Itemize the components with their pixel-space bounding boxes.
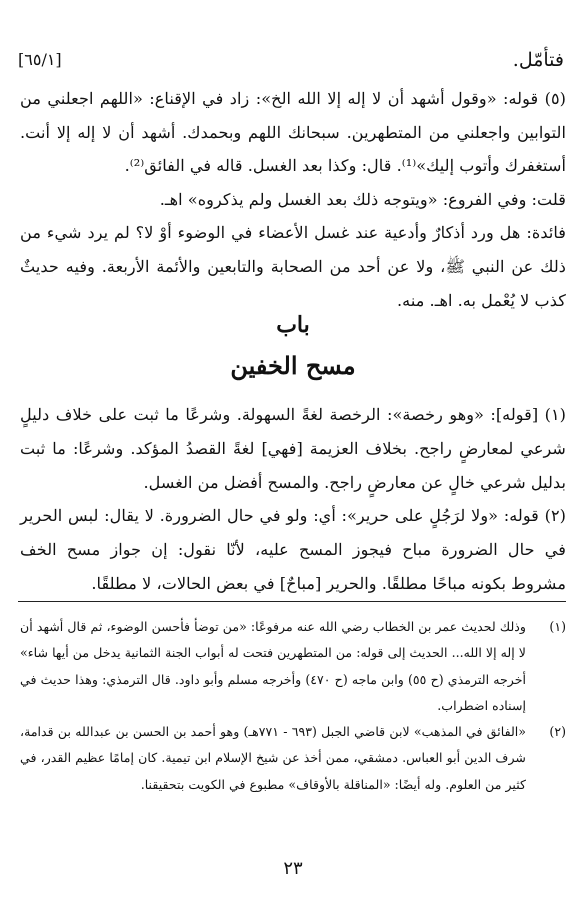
footnote-text: «الفائق في المذهب» لابن قاضي الجبل (٦٩٣ - ٧٧١هـ) وهو أحمد بن الحسن بن عبدالله بن قدامة، شرف الدين أبو العباس. دمشقي، ممن أخذ عن شيخ الإسلام ابن تيمية. كان إمامًا عظيم القدر، في كثير من العلوم. وله أيضًا: «المناقلة بالأوقاف» مطبوع في الكويت بتحقيقنا. (20, 724, 526, 792)
footnotes (20, 614, 566, 798)
footnote-text: وذلك لحديث عمر بن الخطاب رضي الله عنه مرفوعًا: «من توضأ فأحسن الوضوء، ثم قال أشهد أن لا إله إلا الله... الحديث إلى قوله: من المتطهرين فتحت له أبواب الجنة الثمانية يدخل من أيها شاء» أخرجه الترمذي (ح ٥٥) وابن ماجه (ح ٤٧٠) وأخرجه مسلم وأبو داود. قال الترمذي: وهذا حديث في إسناده اضطراب. (20, 619, 526, 713)
chapter-label: باب (276, 312, 310, 338)
footnote-number: (٢) (549, 724, 566, 740)
catchword: فتأمّل. (512, 49, 564, 71)
paragraph-faidah: فائدة: هل ورد أذكارٌ وأدعية عند غسل الأعضاء في الوضوء أوْ لا؟ لم يرد شيء من ذلك عن النبي ﷺ، ولا عن أحد من الصحابة والتابعين والأئمة الأربعة. وفيه حديثٌ كذب لا يُعْمل به. اهـ. منه. (20, 223, 566, 310)
footnote (20, 719, 566, 798)
footnote-divider (18, 601, 566, 602)
paragraph-harir: (٢) قوله: «ولا لرَجُلٍ على حرير»: أي: ولو في حال الضرورة. لا يقال: لبس الحرير في حال الضرورة مباح فيجوز المسح عليه، لأنّا نقول: إن جواز مسح الخف مشروط بكونه مباحًا مطلقًا. والحرير [مباحٌ] في بعض الحالات، لا مطلقًا. (20, 506, 566, 593)
paragraph-qawluh-5: (٥) قوله: «وقول أشهد أن لا إله إلا الله الخ»: زاد في الإقناع: «اللهم اجعلني من التوابين واجعلني من المتطهرين. سبحانك اللهم وبحمدك. أشهد أن لا إله إلا أنت. أستغفرك وأتوب إليك»⁽¹⁾. قال: وكذا بعد الغسل. قاله في الفائق⁽²⁾. (20, 89, 566, 176)
paragraph-rukhsah: (١) [قوله]: «وهو رخصة»: الرخصة لغةً السهولة. وشرعًا ما ثبت على خلاف دليلٍ شرعي لمعارضٍ راجح. بخلاف العزيمة [فهي] لغةً القصدُ المؤكد. وشرعًا: ما ثبت بدليل شرعي خالٍ عن معارضٍ راجح. والمسح أفضل من الغسل. (20, 405, 566, 492)
page-reference: [٦٥/١] (18, 50, 62, 69)
main-text (20, 82, 566, 317)
footnote (20, 614, 566, 719)
footnote-number: (١) (549, 619, 566, 634)
chapter-text (20, 398, 566, 601)
page-number: ٢٣ (283, 858, 303, 879)
chapter-title: مسح الخفين (230, 351, 356, 380)
paragraph-qultu: قلت: وفي الفروع: «ويتوجه ذلك بعد الغسل ولم يذكروه» اهـ. (159, 189, 566, 209)
